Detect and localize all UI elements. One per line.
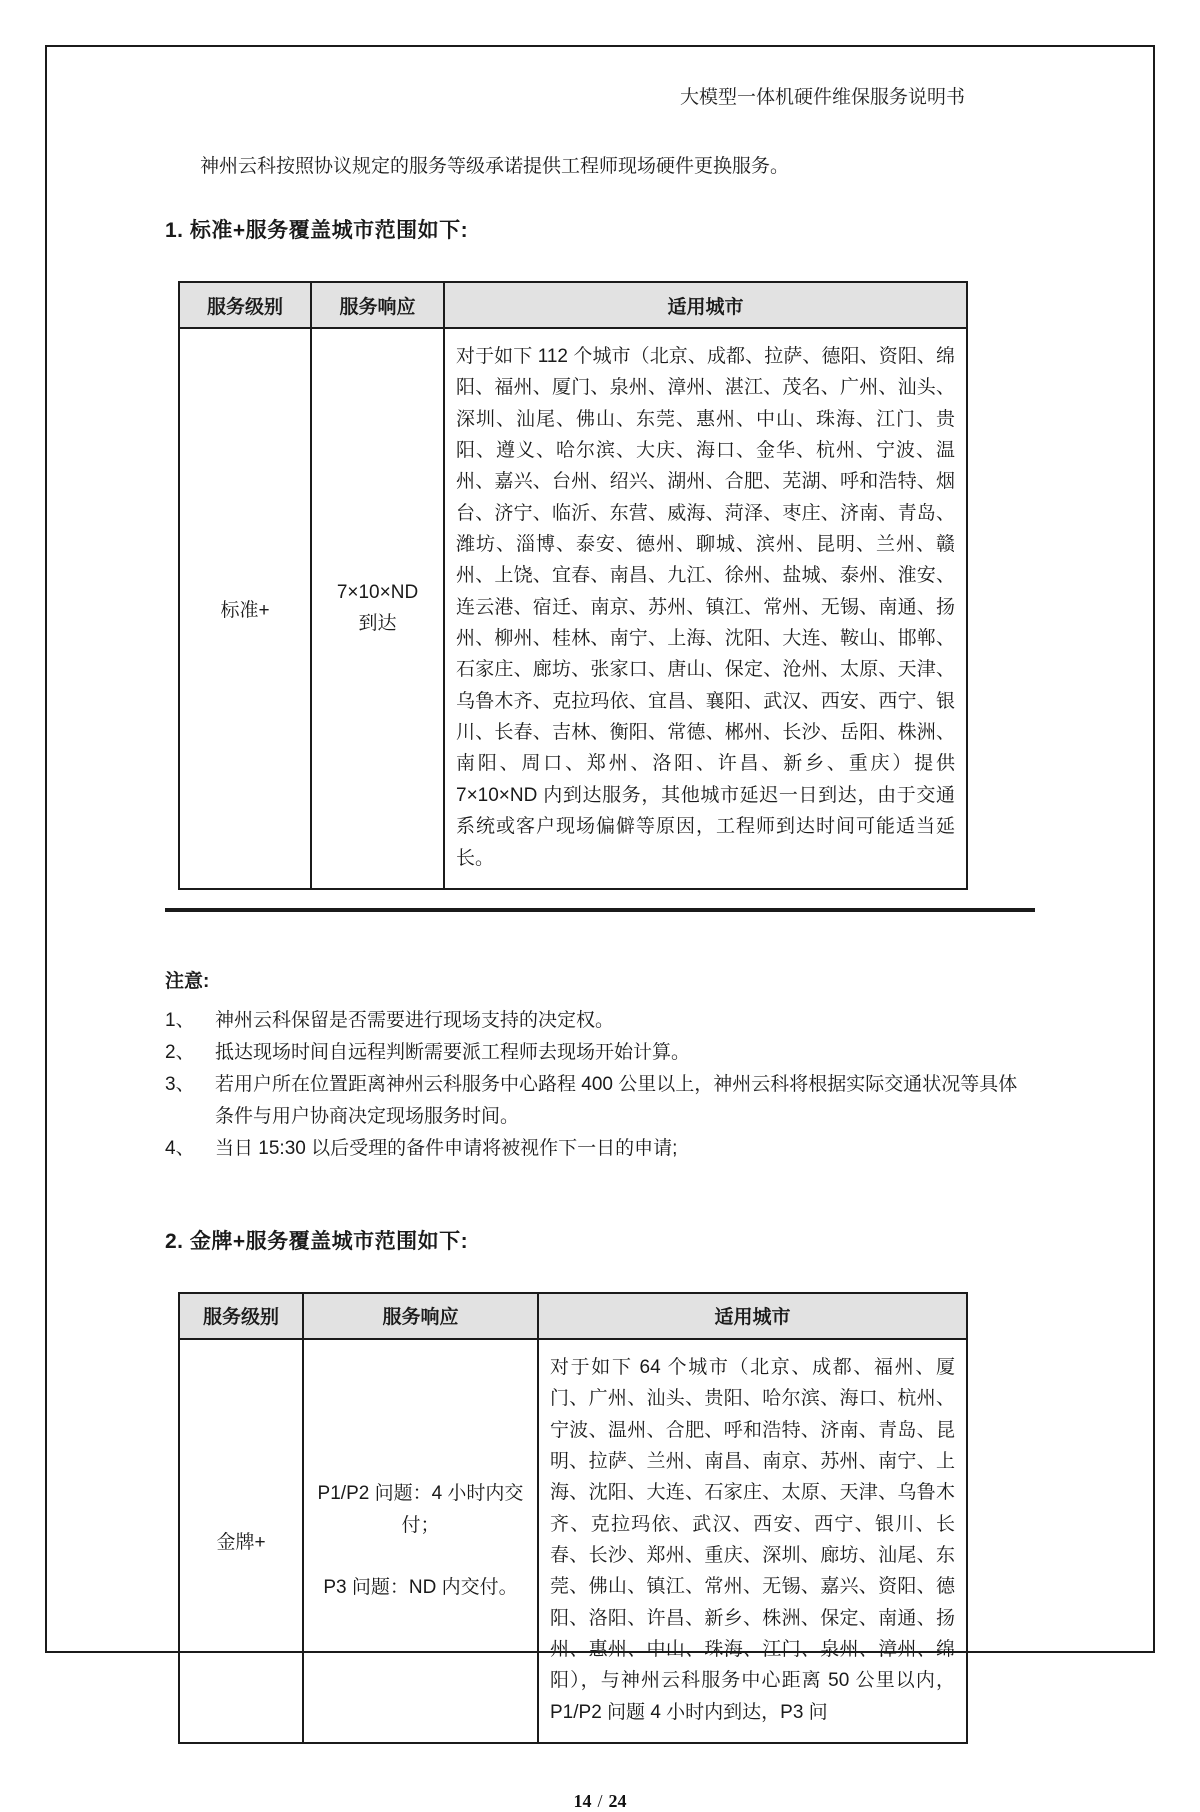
service-level-cell: 金牌+ bbox=[179, 1339, 303, 1743]
notice-label: 注意: bbox=[165, 970, 210, 992]
page-number-total: 24 bbox=[608, 1790, 627, 1811]
column-header-service-level: 服务级别 bbox=[179, 1293, 303, 1339]
note-number: 2、 bbox=[165, 1041, 195, 1063]
notes-list bbox=[165, 1005, 1035, 1165]
gold-service-table bbox=[178, 1292, 968, 1744]
table-row bbox=[179, 328, 967, 889]
note-text: 神州云科保留是否需要进行现场支持的决定权。 bbox=[215, 1009, 615, 1031]
note-number: 4、 bbox=[165, 1137, 195, 1159]
column-header-service-response: 服务响应 bbox=[311, 282, 444, 328]
page-number-current: 14 bbox=[573, 1790, 592, 1811]
intro-paragraph: 神州云科按照协议规定的服务等级承诺提供工程师现场硬件更换服务。 bbox=[200, 156, 790, 177]
table-row bbox=[179, 1339, 967, 1743]
service-response-line2: 到达 bbox=[358, 613, 397, 635]
column-header-service-level: 服务级别 bbox=[179, 282, 311, 328]
note-text: 若用户所在位置距离神州云科服务中心路程 400 公里以上，神州云科将根据实际交通状况等具体条件与用户协商决定现场服务时间。 bbox=[215, 1073, 1018, 1127]
horizontal-rule bbox=[165, 908, 1035, 912]
note-text: 抵达现场时间自远程判断需要派工程师去现场开始计算。 bbox=[215, 1041, 691, 1063]
applicable-cities-cell: 对于如下 64 个城市（北京、成都、福州、厦门、广州、汕头、贵阳、哈尔滨、海口、杭州、宁波、温州、合肥、呼和浩特、济南、青岛、昆明、拉萨、兰州、南昌、南京、苏州、南宁、上海、沈阳、大连、石家庄、太原、天津、乌鲁木齐、克拉玛依、武汉、西安、西宁、银川、长春、长沙、郑州、重庆、深圳、廊坊、汕尾、东莞、佛山、镇江、常州、无锡、嘉兴、资阳、德阳、洛阳、许昌、新乡、株洲、保定、南通、扬州、惠州、中山、珠海、江门、泉州、漳州、绵阳），与神州云科服务中心距离 50 公里以内，P1/P2 问题 4 小时内到达，P3 问 bbox=[538, 1339, 967, 1743]
service-response-p3: P3 问题：ND 内交付。 bbox=[323, 1577, 518, 1599]
page-number-separator: / bbox=[597, 1790, 603, 1811]
section-1-heading: 1. 标准+服务覆盖城市范围如下: bbox=[165, 219, 469, 242]
list-item bbox=[165, 1069, 1035, 1133]
service-level-cell: 标准+ bbox=[179, 328, 311, 889]
table-header-row bbox=[179, 282, 967, 328]
page-number bbox=[165, 1791, 1035, 1812]
service-response-cell bbox=[303, 1339, 538, 1743]
service-response-p12: P1/P2 问题：4 小时内交付； bbox=[317, 1483, 524, 1536]
service-response-cell bbox=[311, 328, 444, 889]
note-number: 3、 bbox=[165, 1073, 195, 1095]
list-item bbox=[165, 1037, 1035, 1069]
document-header-title: 大模型一体机硬件维保服务说明书 bbox=[679, 87, 965, 108]
page-content bbox=[165, 0, 1035, 1812]
note-number: 1、 bbox=[165, 1009, 195, 1031]
note-text: 当日 15:30 以后受理的备件申请将被视作下一日的申请; bbox=[215, 1137, 678, 1159]
list-item bbox=[165, 1005, 1035, 1037]
column-header-service-response: 服务响应 bbox=[303, 1293, 538, 1339]
spacer bbox=[314, 1541, 527, 1572]
column-header-applicable-cities: 适用城市 bbox=[444, 282, 967, 328]
column-header-applicable-cities: 适用城市 bbox=[538, 1293, 967, 1339]
applicable-cities-cell: 对于如下 112 个城市（北京、成都、拉萨、德阳、资阳、绵阳、福州、厦门、泉州、漳州、湛江、茂名、广州、汕头、深圳、汕尾、佛山、东莞、惠州、中山、珠海、江门、贵阳、遵义、哈尔滨、大庆、海口、金华、杭州、宁波、温州、嘉兴、台州、绍兴、湖州、合肥、芜湖、呼和浩特、烟台、济宁、临沂、东营、威海、菏泽、枣庄、济南、青岛、潍坊、淄博、泰安、德州、聊城、滨州、昆明、兰州、赣州、上饶、宜春、南昌、九江、徐州、盐城、泰州、淮安、连云港、宿迁、南京、苏州、镇江、常州、无锡、南通、扬州、柳州、桂林、南宁、上海、沈阳、大连、鞍山、邯郸、石家庄、廊坊、张家口、唐山、保定、沧州、太原、天津、乌鲁木齐、克拉玛依、宜昌、襄阳、武汉、西安、西宁、银川、长春、吉林、衡阳、常德、郴州、长沙、岳阳、株洲、南阳、周口、郑州、洛阳、许昌、新乡、重庆）提供 7×10×ND 内到达服务，其他城市延迟一日到达，由于交通系统或客户现场偏僻等原因，工程师到达时间可能适当延长。 bbox=[444, 328, 967, 889]
section-2-heading: 2. 金牌+服务覆盖城市范围如下: bbox=[165, 1229, 469, 1253]
standard-service-table bbox=[178, 281, 968, 890]
service-response-line1: 7×10×ND bbox=[336, 582, 419, 604]
table-header-row bbox=[179, 1293, 967, 1339]
list-item bbox=[165, 1133, 1035, 1165]
